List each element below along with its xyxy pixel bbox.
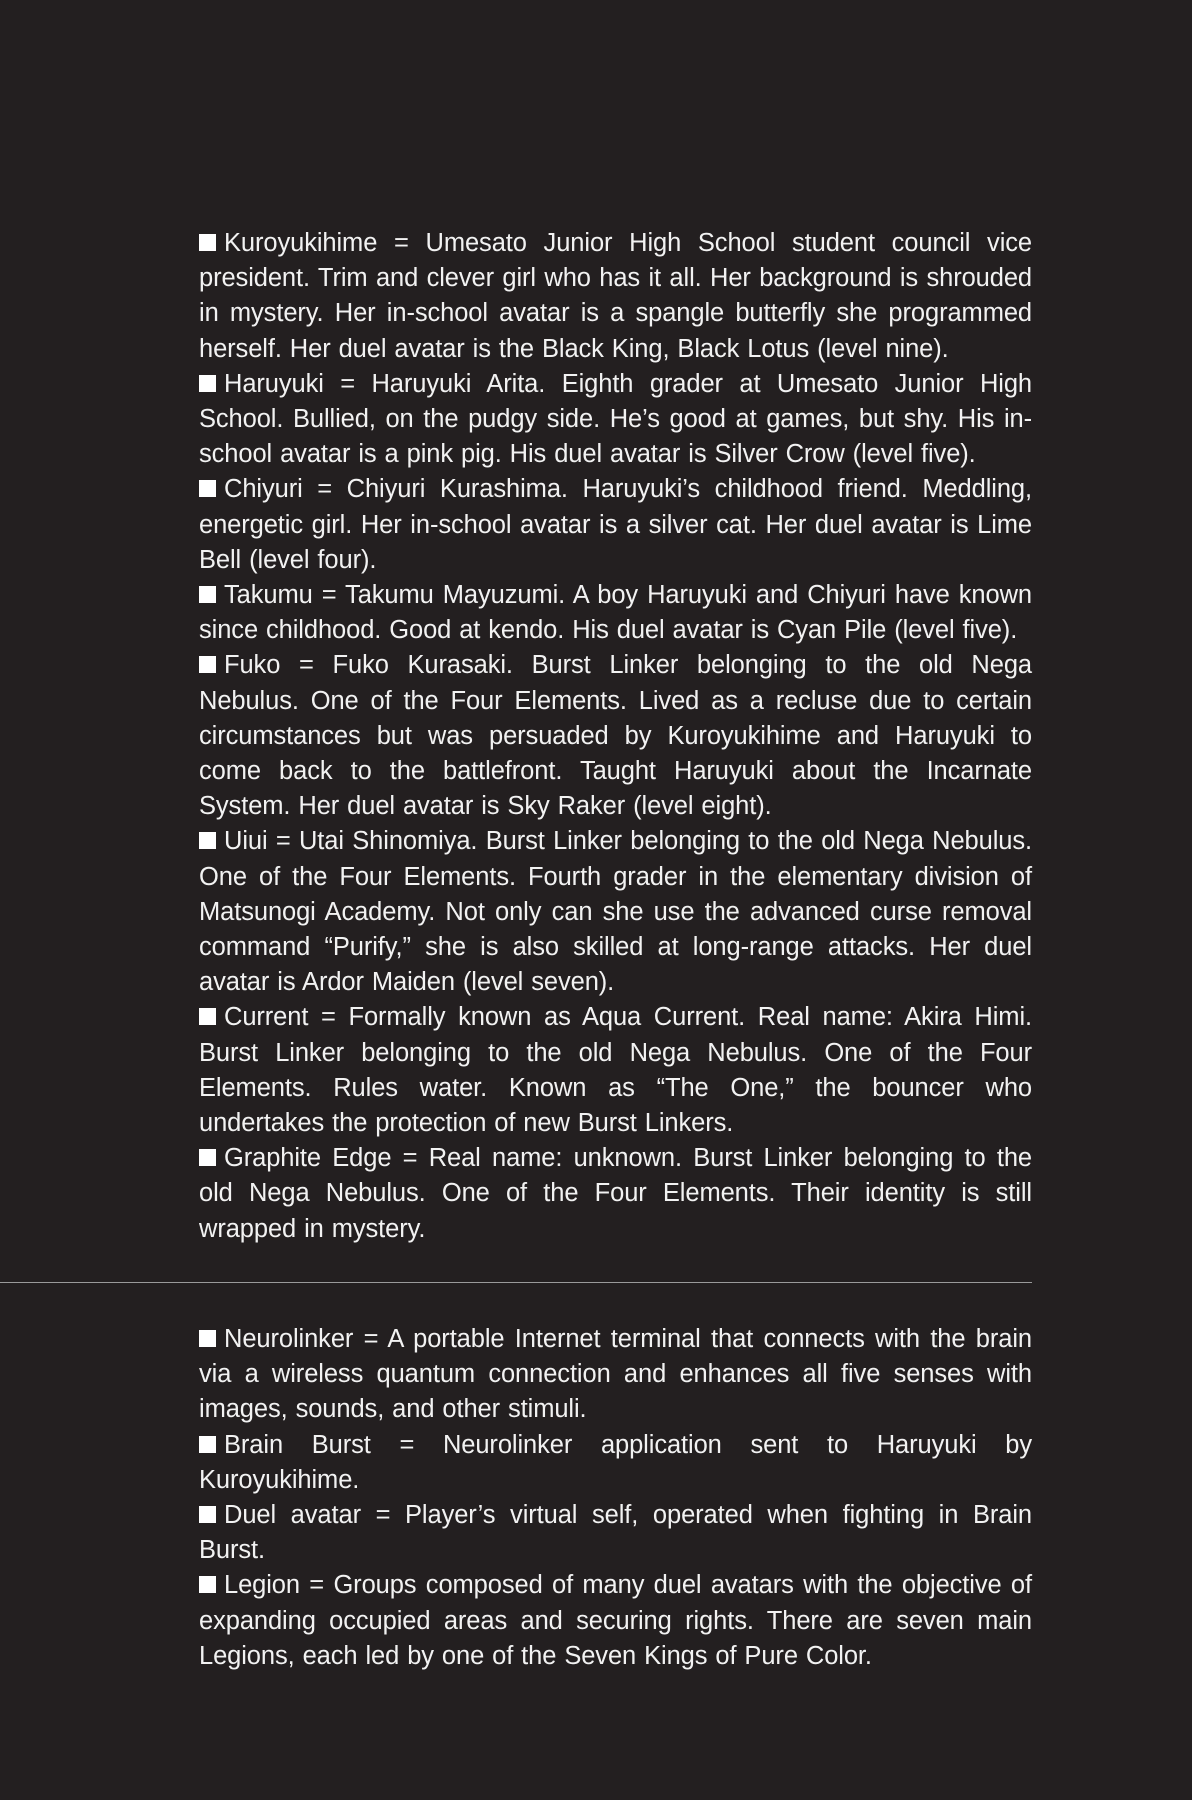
square-bullet-icon (199, 1506, 216, 1523)
entry-text: Neurolinker = A portable Internet terminal that connects with the brain via a wireless quantum connection and enhances all five senses with images, sounds, and other stimuli. (199, 1325, 1032, 1424)
square-bullet-icon (199, 1330, 216, 1347)
entry-text: Haruyuki = Haruyuki Arita. Eighth grader at Umesato Junior High School. Bullied, on the pudgy side. He’s good at games, but shy. His in-school avatar is a pink pig. His duel avatar is Silver Crow (level five). (199, 369, 1032, 469)
character-entry-haruyuki (199, 367, 1032, 473)
entry-text: Kuroyukihime = Umesato Junior High School student council vice president. Trim and clever girl who has it all. Her background is shrouded in mystery. Her in-school avatar is a spangle butterfly she programmed herself. Her duel avatar is the Black King, Black Lotus (level nine). (199, 229, 1032, 363)
square-bullet-icon (199, 234, 216, 251)
term-entry-brain-burst (199, 1428, 1032, 1498)
square-bullet-icon (199, 1008, 216, 1025)
character-entry-takumu (199, 578, 1032, 648)
square-bullet-icon (199, 480, 216, 497)
entry-text: Brain Burst = Neurolinker application sent to Haruyuki by Kuroyukihime. (199, 1430, 1032, 1494)
entry-text: Chiyuri = Chiyuri Kurashima. Haruyuki’s childhood friend. Meddling, energetic girl. Her in-school avatar is a silver cat. Her duel avatar is Lime Bell (level four). (199, 475, 1032, 574)
character-entry-uiui (199, 824, 1032, 1000)
term-entry-neurolinker (199, 1322, 1032, 1428)
entry-text: Fuko = Fuko Kurasaki. Burst Linker belonging to the old Nega Nebulus. One of the Four Elements. Lived as a recluse due to certain circumstances but was persuaded by Kuroyukihime and Haruyuki to come back to the battlefront. Taught Haruyuki about the Incarnate System. Her duel avatar is Sky Raker (level eight). (199, 651, 1032, 821)
entry-text: Takumu = Takumu Mayuzumi. A boy Haruyuki and Chiyuri have known since childhood. Good at kendo. His duel avatar is Cyan Pile (level five). (199, 581, 1032, 645)
character-entry-kuroyukihime (199, 226, 1032, 367)
character-entry-graphite-edge (199, 1141, 1032, 1247)
entry-text: Uiui = Utai Shinomiya. Burst Linker belonging to the old Nega Nebulus. One of the Four Elements. Fourth grader in the elementary division of Matsunogi Academy. Not only can she use the advanced curse removal command “Purify,” she is also skilled at long-range attacks. Her duel avatar is Ardor Maiden (level seven). (199, 827, 1032, 997)
square-bullet-icon (199, 1149, 216, 1166)
square-bullet-icon (199, 1436, 216, 1453)
character-list (199, 226, 1032, 1247)
square-bullet-icon (199, 832, 216, 849)
entry-text: Legion = Groups composed of many duel avatars with the objective of expanding occupied areas and securing rights. There are seven main Legions, each led by one of the Seven Kings of Pure Color. (199, 1571, 1032, 1670)
character-entry-chiyuri (199, 472, 1032, 578)
entry-text: Graphite Edge = Real name: unknown. Burst Linker belonging to the old Nega Nebulus. One of the Four Elements. Their identity is still wrapped in mystery. (199, 1144, 1032, 1243)
character-entry-current (199, 1000, 1032, 1141)
character-entry-fuko (199, 648, 1032, 824)
entry-text: Duel avatar = Player’s virtual self, operated when fighting in Brain Burst. (199, 1501, 1032, 1565)
term-entry-legion (199, 1568, 1032, 1674)
square-bullet-icon (199, 586, 216, 603)
square-bullet-icon (199, 1576, 216, 1593)
square-bullet-icon (199, 656, 216, 673)
section-divider (0, 1282, 1032, 1283)
entry-text: Current = Formally known as Aqua Current. Real name: Akira Himi. Burst Linker belonging to the old Nega Nebulus. One of the Four Elements. Rules water. Known as “The One,” the bouncer who undertakes the protection of new Burst Linkers. (199, 1003, 1032, 1138)
term-list (199, 1322, 1032, 1674)
square-bullet-icon (199, 375, 216, 392)
term-entry-duel-avatar (199, 1498, 1032, 1568)
